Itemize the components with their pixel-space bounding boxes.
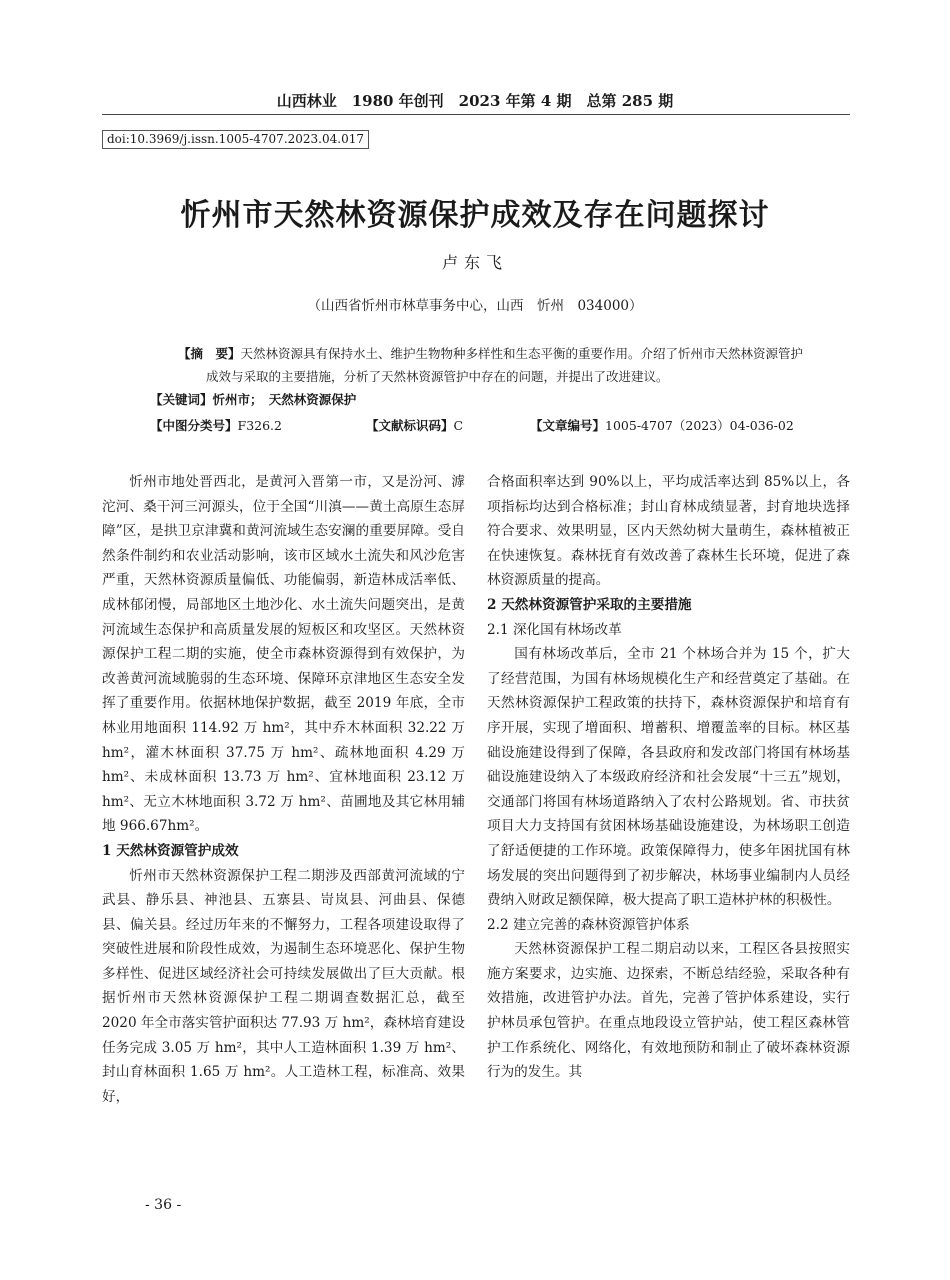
article-title: 忻州市天然林资源保护成效及存在问题探讨 xyxy=(180,198,770,233)
doi-box: doi:10.3969/j.issn.1005-4707.2023.04.017 xyxy=(102,130,369,149)
article-number-value: 1005-4707（2023）04-036-02 xyxy=(605,418,794,433)
journal-header: 山西林业 1980 年创刊 2023 年第 4 期 总第 285 期 xyxy=(276,92,674,110)
paragraph: 天然林资源保护工程二期启动以来，工程区各县按照实施方案要求，边实施、边探索，不断总结经验，采取各种有效措施，改进管护办法。首先，完善了管护体系建设，实行护林员承包管护。在重点地段设立管护站，使工程区森林管护工作系统化、网络化，有效地预防和制止了破坏森林资源行为的发生。其 xyxy=(487,941,850,1081)
clc-number xyxy=(150,416,282,434)
paragraph: 国有林场改革后，全市 21 个林场合并为 15 个，扩大了经营范围，为国有林场规模化生产和经营奠定了基础。在天然林资源保护工程政策的扶持下，森林资源保护和培育有序开展，实现了增面积、增蓄积、增覆盖率的目标。林区基础设施建设得到了保障，各县政府和发改部门将国有林场基础设施建设纳入了本级政府经济和社会发展“十三五”规划，交通部门将国有林场道路纳入了农村公路规划。省、市扶贫项目大力支持国有贫困林场基础设施建设，为林场职工创造了舒适便捷的工作环境。政策保障得力，使多年困扰国有林场发展的突出问题得到了初步解决，林场事业编制内人员经费纳入财政足额保障，极大提高了职工造林护林的积极性。 xyxy=(487,646,850,909)
right-column xyxy=(487,470,850,1085)
subsection-heading-2-1: 2.1 深化国有林场改革 xyxy=(487,621,622,638)
abstract-label: 【摘 要】 xyxy=(178,346,241,361)
paragraph: 忻州市地处晋西北，是黄河入晋第一市，又是汾河、滹沱河、桑干河三河源头，位于全国“川滇——黄土高原生态屏障”区，是拱卫京津冀和黄河流域生态安澜的重要屏障。受自然条件制约和农业活动影响，该市区域水土流失和风沙危害严重，天然林资源质量偏低、功能偏弱，新造林成活率低、成林郁闭慢，局部地区土地沙化、水土流失问题突出，是黄河流域生态保护和高质量发展的短板区和攻坚区。天然林资源保护工程二期的实施，使全市森林资源得到有效保护，为改善黄河流域脆弱的生态环境、保障环京津地区生态安全发挥了重要作用。依据林地保护数据，截至 2019 年底，全市林业用地面积 114.92 万 hm²，其中乔木林面积 32.22 万 hm²，灌木林面积 37.75 万 hm²、疏林地面积 4.29 万 hm²、未成林面积 13.73 万 hm²、宜林地面积 23.12 万 hm²、无立木林地面积 3.72 万 hm²、苗圃地及其它林用辅地 966.67hm²。 xyxy=(102,474,465,835)
paragraph: 合格面积率达到 90%以上，平均成活率达到 85%以上，各项指标均达到合格标准；封山育林成绩显著，封育地块选择符合要求、效果明显，区内天然幼树大量萌生，森林植被正在快速恢复。森林抚育有效改善了森林生长环境，促进了森林资源质量的提高。 xyxy=(487,474,850,589)
clc-label: 【中图分类号】 xyxy=(150,418,238,433)
section-heading-2: 2 天然林资源管护采取的主要措施 xyxy=(487,596,692,613)
abstract xyxy=(178,342,806,388)
abstract-text: 天然林资源具有保持水土、维护生物物种多样性和生态平衡的重要作用。介绍了忻州市天然林资源管护成效与采取的主要措施，分析了天然林资源管护中存在的问题，并提出了改进建议。 xyxy=(206,346,804,384)
clc-value: F326.2 xyxy=(237,418,282,433)
paragraph: 忻州市天然林资源保护工程二期涉及西部黄河流域的宁武县、静乐县、神池县、五寨县、岢岚县、河曲县、保德县、偏关县。经过历年来的不懈努力，工程各项建设取得了突破性进展和阶段性成效，为遏制生态环境恶化、保护生物多样性、促进区域经济社会可持续发展做出了巨大贡献。根据忻州市天然林资源保护工程二期调查数据汇总，截至 2020 年全市落实管护面积达 77.93 万 hm²，森林培育建设任务完成 3.05 万 hm²，其中人工造林面积 1.39 万 hm²、封山育林面积 1.65 万 hm²。人工造林工程，标准高、效果好， xyxy=(102,867,465,1105)
page-number: - 36 - xyxy=(145,1197,182,1213)
author-affiliation: （山西省忻州市林草事务中心，山西 忻州 034000） xyxy=(307,298,643,314)
document-code xyxy=(366,416,463,434)
header-rule xyxy=(102,114,850,115)
keywords: 【关键词】忻州市； 天然林资源保护 xyxy=(150,392,357,407)
article-number-label: 【文章编号】 xyxy=(530,418,606,433)
section-heading-1: 1 天然林资源管护成效 xyxy=(102,842,239,859)
article-number xyxy=(530,416,794,434)
author-name: 卢东飞 xyxy=(441,253,508,272)
left-column xyxy=(102,470,465,1109)
doc-code-label: 【文献标识码】 xyxy=(366,418,454,433)
subsection-heading-2-2: 2.2 建立完善的森林资源管护体系 xyxy=(487,916,690,933)
doc-code-value: C xyxy=(453,418,464,433)
